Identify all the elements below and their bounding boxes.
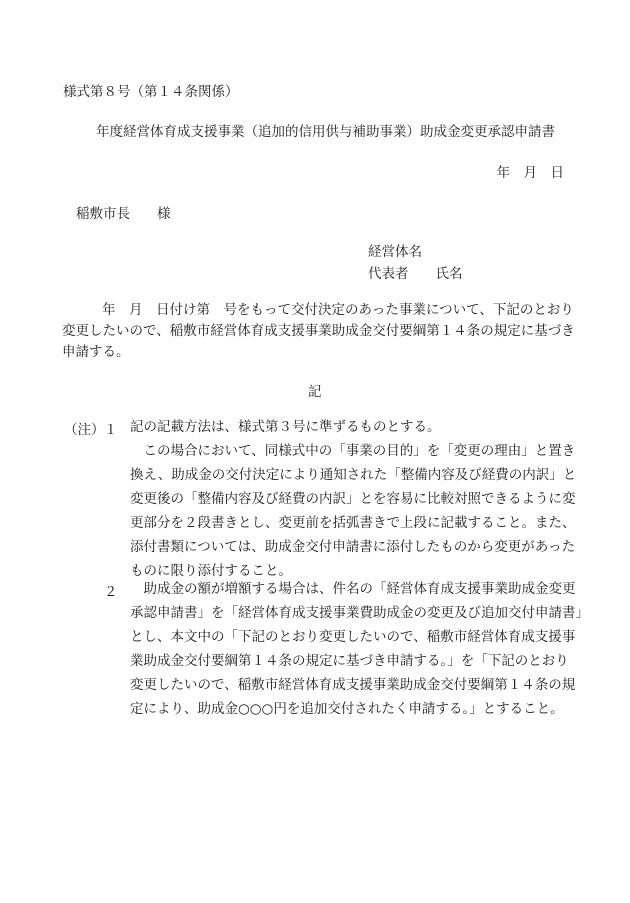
date-line: 年 月 日 — [496, 165, 564, 181]
ki-heading: 記 — [308, 384, 322, 400]
note-line: 変更したいので、稲敷市経営体育成支援事業助成金交付要綱第１４条の規 — [130, 677, 576, 693]
note-number: ２ — [104, 584, 118, 600]
note-line: この場合において、同様式中の「事業の目的」を「変更の理由」と置き — [130, 443, 576, 459]
note-line: 助成金の額が増額する場合は、件名の「経営体育成支援事業助成金変更 — [130, 581, 576, 597]
note-line: 承認申請書」を「経営体育成支援事業費助成金の変更及び追加交付申請書」 — [130, 605, 589, 621]
note-line: 換え、助成金の交付決定により通知された「整備内容及び経費の内訳」と — [130, 467, 577, 483]
body-line: 申請する。 — [62, 344, 130, 360]
note-line: 記の記載方法は、様式第３号に準ずるものとする。 — [130, 419, 441, 435]
note-line: とし、本文中の「下記のとおり変更したいので、稲敷市経営体育成支援事 — [130, 629, 576, 645]
note-line: 定により、助成金○○○円を追加交付されたく申請する。」とすること。 — [130, 701, 564, 717]
applicant-representative: 代表者 氏名 — [368, 266, 463, 282]
notes-label: （注） — [64, 422, 105, 438]
body-line: 変更したいので、稲敷市経営体育成支援事業助成金交付要綱第１４条の規定に基づき — [62, 323, 575, 339]
document-title: 年度経営体育成支援事業（追加的信用供与補助事業）助成金変更承認申請書 — [96, 124, 555, 140]
note-line: ものに限り添付すること。 — [130, 563, 292, 579]
note-2 — [130, 577, 589, 721]
note-line: 更部分を２段書きとし、変更前を括弧書きで上段に記載すること。また、 — [130, 515, 576, 531]
note-number: １ — [104, 422, 118, 438]
form-label: 様式第８号（第１４条関係） — [63, 84, 239, 100]
addressee: 稲敷市長 様 — [76, 206, 171, 222]
body-line: 年 月 日付け第 号をもって交付決定のあった事業について、下記のとおり — [102, 302, 574, 318]
note-line: 変更後の「整備内容及び経費の内訳」とを容易に比較対照できるように変 — [130, 491, 576, 507]
applicant-entity-name: 経営体名 — [368, 244, 422, 260]
note-1 — [130, 415, 576, 583]
note-line: 添付書類については、助成金交付申請書に添付したものから変更があった — [130, 539, 576, 555]
note-line: 業助成金交付要綱第１４条の規定に基づき申請する。」を「下記のとおり — [130, 653, 569, 669]
